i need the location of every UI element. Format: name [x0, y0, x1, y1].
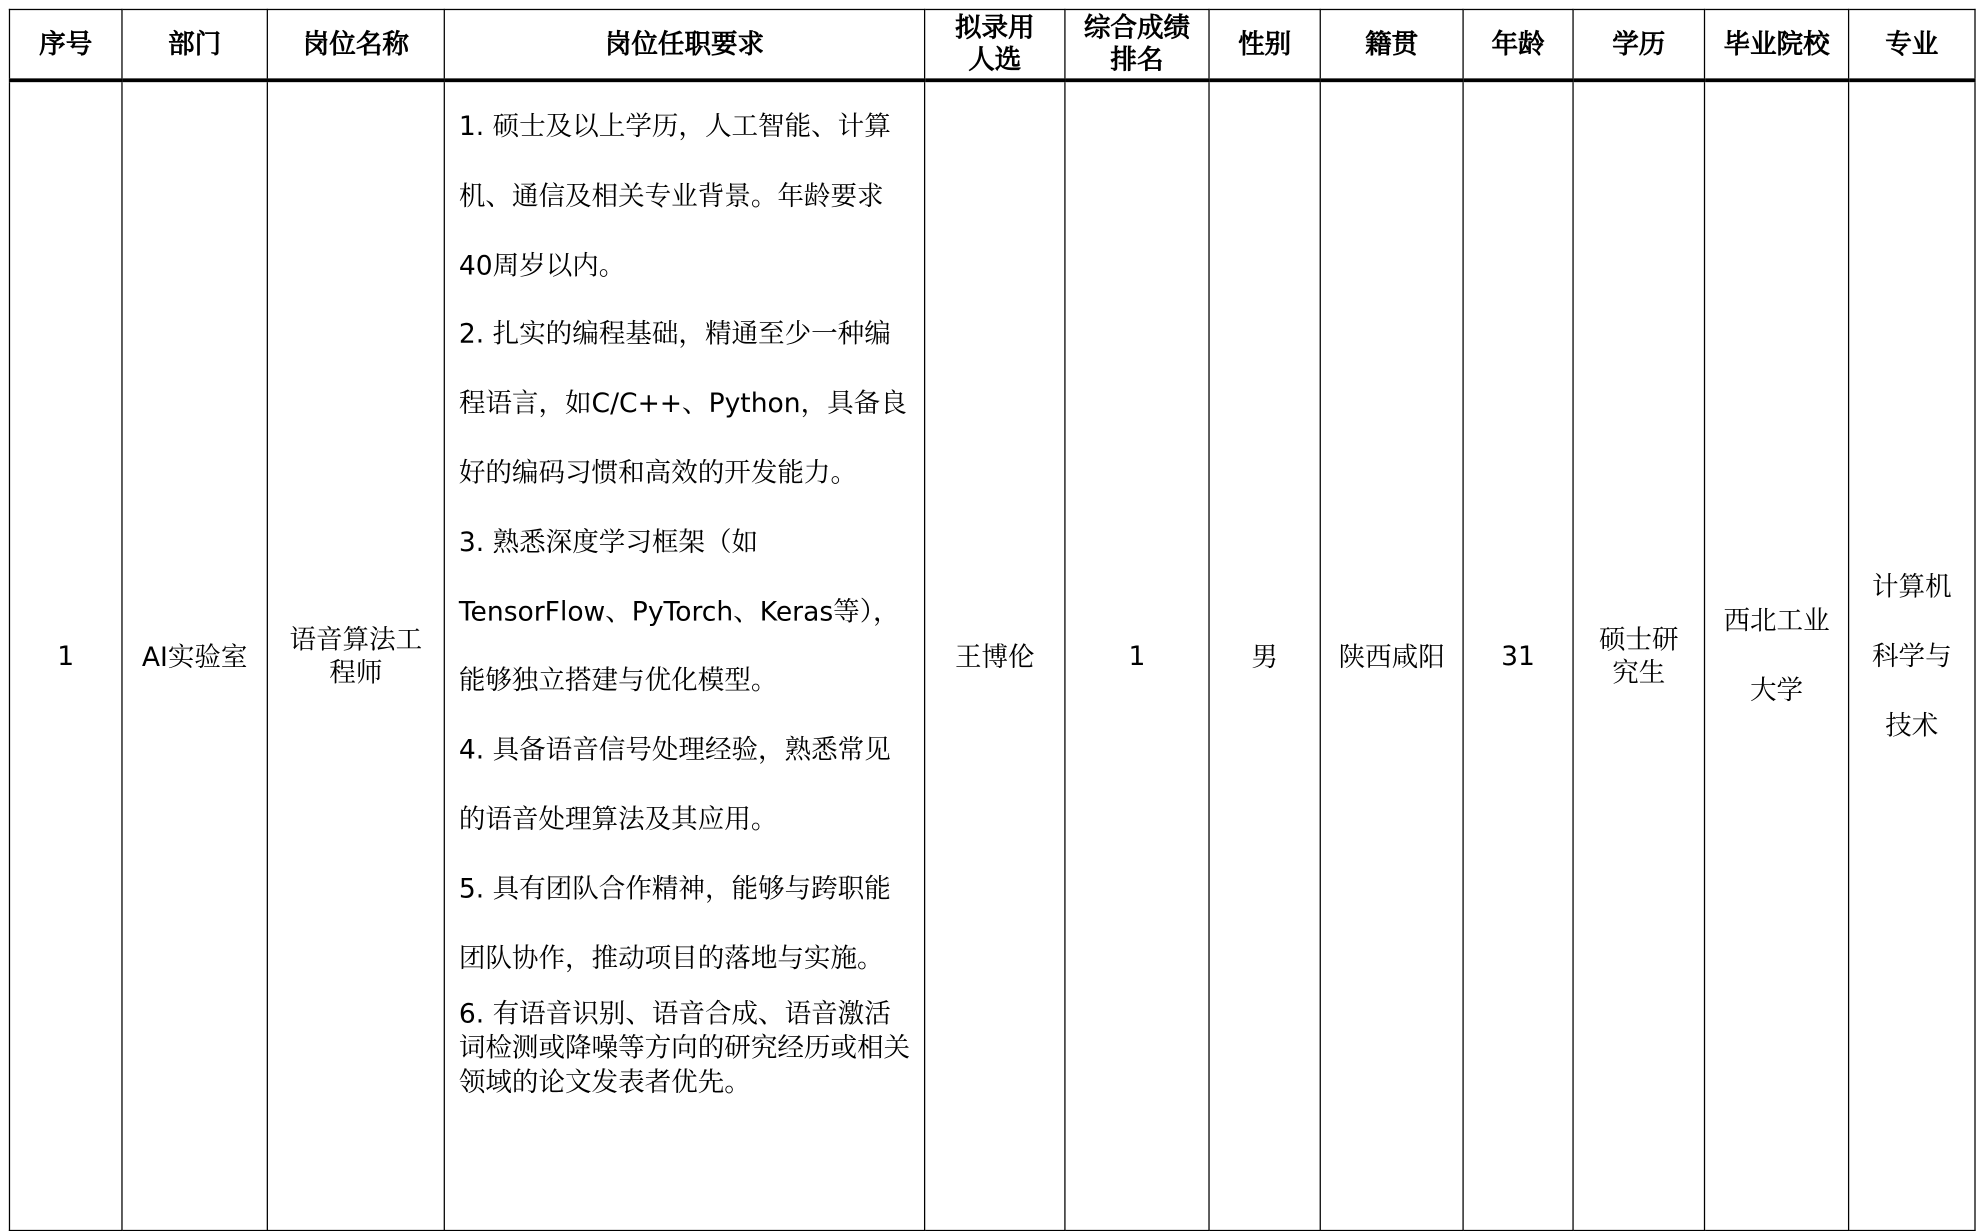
- requirement-item: 3. 熟悉深度学习框架（如TensorFlow、PyTorch、Keras等），能够独立搭建与优化模型。: [458, 526, 900, 696]
- cell-major: 计算机科学与技术: [1849, 80, 1975, 1230]
- header-education: 学历: [1573, 9, 1704, 80]
- table-row: [9, 80, 1975, 1230]
- cell-department: AI实验室: [122, 80, 267, 1230]
- cell-hometown: 陕西咸阳: [1320, 80, 1463, 1230]
- header-department: 部门: [122, 9, 267, 80]
- header-school: 毕业院校: [1705, 9, 1849, 80]
- cell-requirements: [444, 80, 924, 1230]
- header-major: 专业: [1849, 9, 1975, 80]
- cell-school: 西北工业大学: [1705, 80, 1849, 1230]
- header-gender: 性别: [1209, 9, 1320, 80]
- header-position: 岗位名称: [267, 9, 444, 80]
- cell-gender: 男: [1209, 80, 1320, 1230]
- cell-rank: 1: [1065, 80, 1209, 1230]
- header-index: 序号: [9, 9, 121, 80]
- header-requirements: 岗位任职要求: [444, 9, 924, 80]
- recruitment-table: [9, 9, 1976, 1231]
- header-age: 年龄: [1463, 9, 1573, 80]
- requirement-item: 5. 具有团队合作精神，能够与跨职能团队协作，推动项目的落地与实施。: [458, 873, 891, 973]
- cell-candidate: 王博伦: [925, 80, 1065, 1230]
- cell-age: 31: [1463, 80, 1573, 1230]
- header-hometown: 籍贯: [1320, 9, 1463, 80]
- header-candidate: 拟录用人选: [925, 9, 1065, 80]
- header-row: [9, 9, 1975, 80]
- cell-index: 1: [9, 80, 121, 1230]
- requirement-item: 4. 具备语音信号处理经验，熟悉常见的语音处理算法及其应用。: [458, 734, 891, 835]
- cell-education: 硕士研究生: [1573, 80, 1704, 1230]
- header-rank: 综合成绩排名: [1065, 9, 1209, 80]
- requirement-item: 1. 硕士及以上学历，人工智能、计算机、通信及相关专业背景。年龄要求40周岁以内。: [458, 111, 891, 281]
- requirement-item: 6. 有语音识别、语音合成、语音激活词检测或降噪等方向的研究经历或相关领域的论文发表者优先。: [458, 999, 911, 1098]
- requirement-item: 2. 扎实的编程基础，精通至少一种编程语言，如C/C++、Python，具备良好的编码习惯和高效的开发能力。: [458, 319, 907, 488]
- cell-position: 语音算法工程师: [267, 80, 444, 1230]
